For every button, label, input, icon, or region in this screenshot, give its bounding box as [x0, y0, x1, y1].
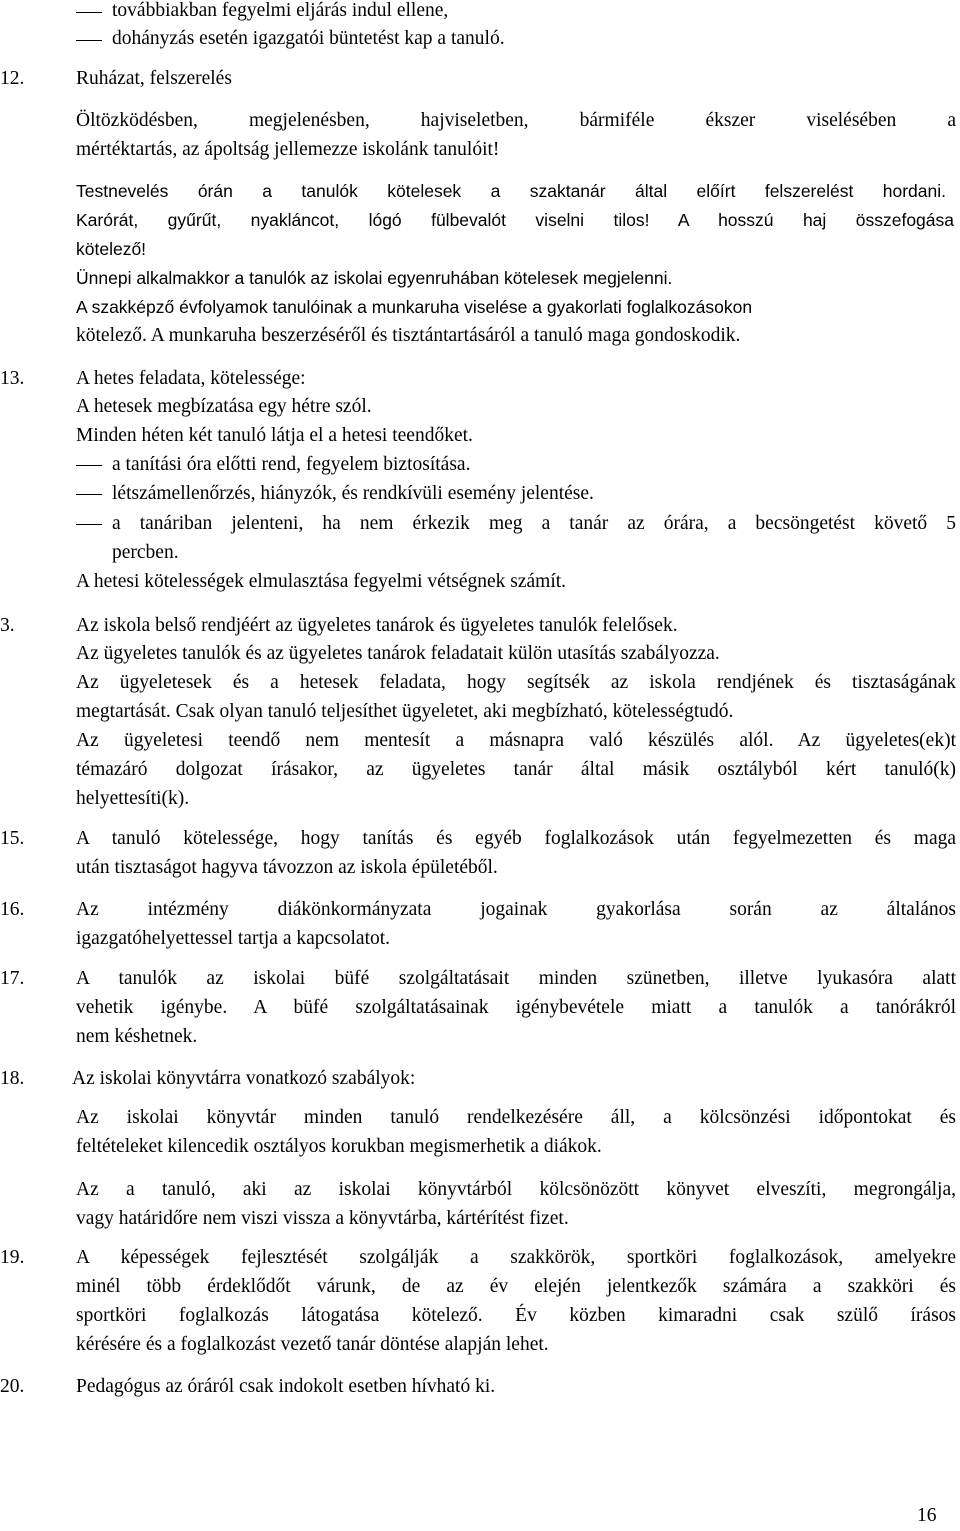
paragraph-line: igazgatóhelyettessel tartja a kapcsolatot. [76, 928, 391, 949]
paragraph-line: Az iskolai könyvtár minden tanuló rendelkezésére áll, a kölcsönzési időpontokat és [76, 1107, 956, 1128]
paragraph-line: Öltözködésben, megjelenésben, hajviseletben, bármiféle ékszer viselésében a [76, 110, 956, 131]
paragraph-line: A tanuló kötelessége, hogy tanítás és egyéb foglalkozások után fegyelmezetten és maga [76, 828, 956, 849]
paragraph-line: kötelező! [76, 239, 147, 259]
paragraph-line: A tanulók az iskolai büfé szolgáltatásait minden szünetben, illetve lyukasóra alatt [76, 968, 956, 989]
paragraph-line: Az iskola belső rendjéért az ügyeletes tanárok és ügyeletes tanulók felelősek. [76, 615, 678, 636]
bullet-dash [76, 524, 102, 525]
paragraph-line: A szakképző évfolyamok tanulóinak a munkaruha viselése a gyakorlati foglalkozásokon [76, 297, 753, 317]
list-item: a tanáriban jelenteni, ha nem érkezik meg a tanár az órára, a becsöngetést követő 5 [112, 513, 956, 534]
bullet-dash [76, 494, 102, 495]
paragraph-line: A hetesek megbízatása egy hétre szól. [76, 396, 372, 417]
paragraph-line: témazáró dolgozat írásakor, az ügyeletes tanár által másik osztályból kért tanuló(k) [76, 759, 956, 780]
paragraph-line: helyettesíti(k). [76, 788, 190, 809]
paragraph-line: Pedagógus az óráról csak indokolt esetben hívható ki. [76, 1376, 496, 1397]
paragraph-line: Testnevelés órán a tanulók kötelesek a szaktanár által előírt felszerelést hordani. [76, 181, 946, 201]
paragraph-line: A hetesi kötelességek elmulasztása fegyelmi vétségnek számít. [76, 571, 567, 592]
section-title: A hetes feladata, kötelessége: [76, 368, 306, 389]
list-item: továbbiakban fegyelmi eljárás indul ellene, [112, 0, 449, 21]
page-number: 16 [917, 1505, 937, 1526]
paragraph-line: Az intézmény diákönkormányzata jogainak gyakorlása során az általános [76, 899, 956, 920]
paragraph-line: Minden héten két tanuló látja el a hetesi teendőket. [76, 425, 473, 446]
section-number: 17. [0, 968, 25, 989]
paragraph-line: Az ügyeletesi teendő nem mentesít a másnapra való készülés alól. Az ügyeletes(ek)t [76, 730, 956, 751]
list-item: a tanítási óra előtti rend, fegyelem biztosítása. [112, 454, 471, 475]
section-number: 20. [0, 1376, 25, 1397]
bullet-dash [76, 12, 102, 13]
section-number: 12. [0, 68, 25, 89]
section-title: Az iskolai könyvtárra vonatkozó szabályok: [72, 1068, 416, 1089]
paragraph-line: kötelező. A munkaruha beszerzéséről és tisztántartásáról a tanuló maga gondoskodik. [76, 325, 741, 346]
paragraph-line: Az a tanuló, aki az iskolai könyvtárból kölcsönözött könyvet elveszíti, megrongálja, [76, 1179, 956, 1200]
section-number: 3. [0, 615, 15, 636]
list-item: percben. [112, 542, 179, 563]
paragraph-line: Az ügyeletesek és a hetesek feladata, hogy segítsék az iskola rendjének és tisztaságának [76, 672, 956, 693]
list-item: dohányzás esetén igazgatói büntetést kap a tanuló. [112, 28, 505, 49]
paragraph-line: után tisztaságot hagyva távozzon az iskola épületéből. [76, 857, 498, 878]
section-number: 18. [0, 1068, 25, 1089]
section-number: 13. [0, 368, 25, 389]
paragraph-line: minél több érdeklődőt várunk, de az év elején jelentkezők számára a szakköri és [76, 1276, 956, 1297]
list-item: létszámellenőrzés, hiányzók, és rendkívüli esemény jelentése. [112, 483, 594, 504]
paragraph-line: Karórát, gyűrűt, nyakláncot, lógó fülbevalót viselni tilos! A hosszú haj összefogása [76, 210, 954, 230]
paragraph-line: nem késhetnek. [76, 1026, 198, 1047]
paragraph-line: vehetik igénybe. A büfé szolgáltatásainak igénybevétele miatt a tanulók a tanórákról [76, 997, 956, 1018]
bullet-dash [76, 465, 102, 466]
section-number: 19. [0, 1247, 25, 1268]
paragraph-line: kérésére és a foglalkozást vezető tanár döntése alapján lehet. [76, 1334, 549, 1355]
paragraph-line: feltételeket kilencedik osztályos korukban megismerhetik a diákok. [76, 1136, 602, 1157]
paragraph-line: A képességek fejlesztését szolgálják a szakkörök, sportköri foglalkozások, amelyekre [76, 1247, 956, 1268]
paragraph-line: mértéktartás, az ápoltság jellemezze iskolánk tanulóit! [76, 139, 500, 160]
bullet-dash [76, 40, 102, 41]
section-title: Ruházat, felszerelés [76, 68, 232, 89]
paragraph-line: Az ügyeletes tanulók és az ügyeletes tanárok feladatait külön utasítás szabályozza. [76, 643, 720, 664]
paragraph-line: sportköri foglalkozás látogatása kötelező. Év közben kimaradni csak szülő írásos [76, 1305, 956, 1326]
section-number: 15. [0, 828, 25, 849]
paragraph-line: vagy határidőre nem viszi vissza a könyvtárba, kártérítést fizet. [76, 1208, 569, 1229]
paragraph-line: megtartását. Csak olyan tanuló teljesíthet ügyeletet, aki megbízható, kötelességtudó. [76, 701, 734, 722]
paragraph-line: Ünnepi alkalmakkor a tanulók az iskolai egyenruhában kötelesek megjelenni. [76, 268, 673, 288]
section-number: 16. [0, 899, 25, 920]
